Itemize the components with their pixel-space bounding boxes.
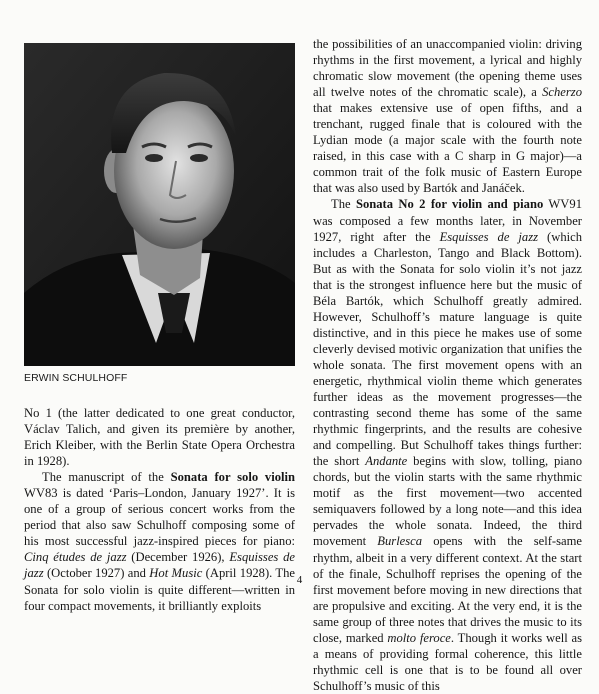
tempo-marking: molto feroce — [387, 630, 451, 645]
text-run: (which includes a Charleston, Tango and Black Bottom). But as with the Sonata for solo violin it’s not jazz that is the strongest influence here but the music of Béla Bartók, which Schulhoff greatly admired. However, Schulhoff’s mature language is quite distinctive, and in this piece he makes use of some cleverly devised motivic organization that unifies the whole sonata. The first movement opens with an energetic, rhythmical violin theme which generates further ideas as the movement progresses—the contrasting second theme has some of the same rhythmic fingerprints, and the results are cohesive and compelling. But Schulhoff takes things further: the short — [313, 229, 582, 469]
text-run: begins with slow, tolling, piano chords, but the violin starts with the same rhythmic motif as the first movement—two accented semiquavers followed by a long note—and this idea pervades the whole sonata. Indeed, the third movement — [313, 454, 582, 549]
movement-title: Andante — [365, 454, 408, 469]
text-run: (April 1928). The Sonata for solo violin is quite different—written in four compact movements, it brilliantly exploits — [24, 566, 295, 613]
text-run: (October 1927) and — [43, 566, 150, 581]
text-run: The manuscript of the — [42, 470, 171, 485]
text-run: The — [331, 197, 356, 212]
text-run: that makes extensive use of open fifths, and a trenchant, rugged finale that is coloured with the Lydian mode (a major scale with the fourth note raised, in this case with a C sharp in G major)—a common trait of the folk music of Eastern Europe that was also used by Bartók and Janáček. — [313, 101, 582, 196]
text-run: opens with the self-same rhythm, albeit in a very different context. At the start of the finale, Schulhoff reprises the opening of the first movement before moving in new directions that are propulsive and exciting. At the very end, it is the same group of three notes that drives the music to its close, marked — [313, 534, 582, 645]
work-title: Hot Music — [149, 566, 203, 581]
text-run: the possibilities of an unaccompanied violin: driving rhythms in the first movement, a lyrical and highly chromatic slow movement (the opening theme uses all twelve notes of the chromatic scale), a — [313, 37, 582, 100]
page-number: 4 — [296, 574, 303, 586]
movement-title: Burlesca — [377, 534, 423, 549]
work-title: Esquisses de jazz — [439, 229, 539, 244]
text-run: WV91 was composed a few months later, in November 1927, right after the — [313, 197, 582, 244]
text-run: No 1 (the latter dedicated to one great conductor, Václav Talich, and given its première by another, Erich Kleiber, with the Berlin State Opera Orchestra in 1928). — [24, 406, 295, 469]
paragraph — [24, 405, 295, 469]
text-run: WV83 is dated ‘Paris–London, January 1927’. It is one of a group of serious concert works from the period that also saw Schulhoff composing some of his most successful jazz-inspired pieces for piano: — [24, 486, 295, 549]
work-title: Sonata No 2 for violin and piano — [355, 197, 544, 212]
work-title: Esquisses de jazz — [24, 550, 295, 581]
paragraph — [24, 469, 295, 613]
text-run: (December 1926), — [126, 550, 230, 565]
work-title: Sonata for solo violin — [170, 470, 296, 485]
movement-title: Scherzo — [542, 85, 582, 100]
photo-caption: ERWIN SCHULHOFF — [24, 372, 128, 384]
paragraph — [313, 196, 582, 693]
text-run: . Though it works well as a means of providing formal coherence, this little rhythmic cell is one that is to be found all over Schulhoff’s music of this — [313, 630, 582, 693]
portrait-photo — [24, 43, 295, 366]
work-title: Cinq études de jazz — [24, 550, 127, 565]
paragraph — [313, 36, 582, 196]
text-column-right — [313, 36, 582, 694]
portrait-image — [24, 43, 295, 366]
